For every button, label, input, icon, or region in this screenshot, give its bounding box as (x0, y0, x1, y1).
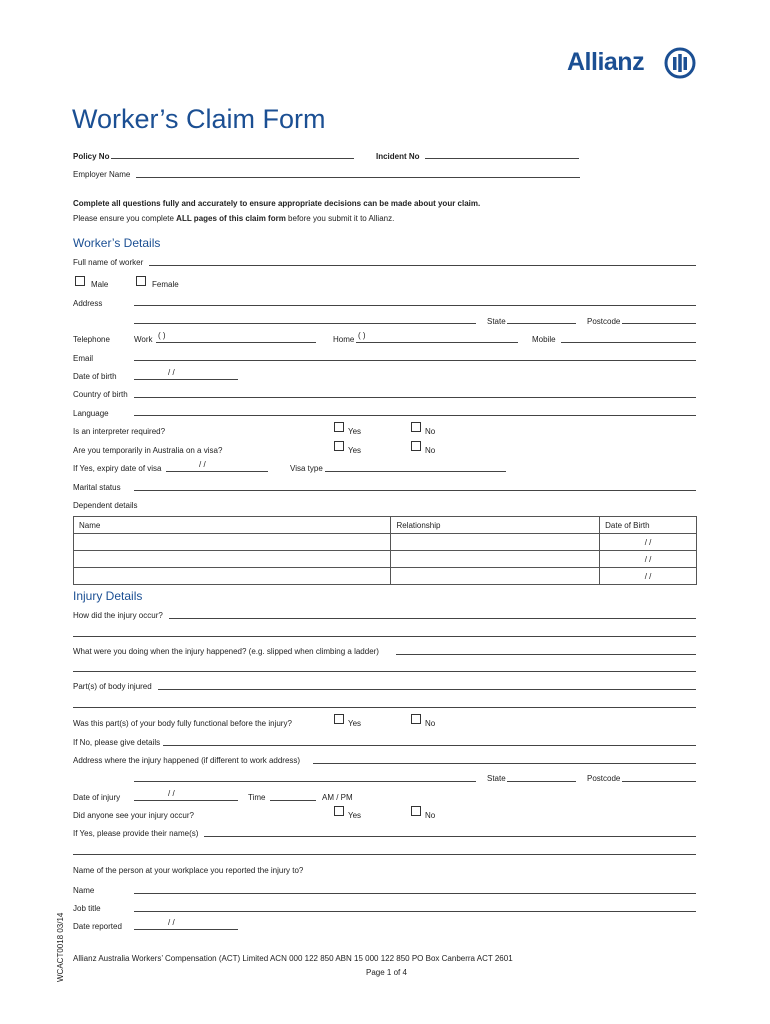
home-phone-label: Home (333, 335, 355, 344)
visa-no-label: No (425, 446, 436, 455)
full-name-label: Full name of worker (73, 258, 144, 267)
visa-type-field[interactable] (325, 471, 506, 472)
injury-address-field-2[interactable] (134, 781, 476, 782)
column-header-dob: Date of Birth (600, 517, 697, 534)
witness-names-field[interactable] (204, 836, 696, 837)
functional-no-checkbox[interactable] (411, 714, 421, 724)
visa-yes-label: Yes (348, 446, 362, 455)
dependent-relationship-cell[interactable] (391, 534, 600, 551)
date-of-injury-slashes: / / (168, 789, 175, 798)
dependent-relationship-cell[interactable] (391, 551, 600, 568)
injury-state-field[interactable] (507, 781, 576, 782)
visa-expiry-label: If Yes, expiry date of visa (73, 464, 162, 473)
address-line2-field[interactable] (134, 323, 476, 324)
witness-names-label: If Yes, please provide their name(s) (73, 829, 199, 838)
address-line1-field[interactable] (134, 305, 696, 306)
dob-field[interactable] (134, 379, 238, 380)
country-of-birth-label: Country of birth (73, 390, 128, 399)
job-title-field[interactable] (134, 911, 696, 912)
home-area-code: ( ) (358, 331, 366, 340)
dob-label: Date of birth (73, 372, 117, 381)
dependents-table (73, 516, 697, 585)
injury-postcode-field[interactable] (622, 781, 696, 782)
date-reported-field[interactable] (134, 929, 238, 930)
visa-expiry-field[interactable] (166, 471, 268, 472)
injury-address-label: Address where the injury happened (if different to work address) (73, 756, 301, 765)
visa-yes-checkbox[interactable] (334, 441, 344, 451)
allianz-eagle-logo-icon (664, 47, 696, 79)
table-header-row (74, 517, 697, 534)
reported-name-field[interactable] (134, 893, 696, 894)
injury-state-label: State (487, 774, 506, 783)
witness-no-label: No (425, 811, 436, 820)
interpreter-yes-label: Yes (348, 427, 362, 436)
interpreter-no-checkbox[interactable] (411, 422, 421, 432)
doing-label: What were you doing when the injury happened? (e.g. slipped when climbing a ladder) (73, 647, 379, 656)
time-field[interactable] (270, 800, 316, 801)
reported-to-question: Name of the person at your workplace you reported the injury to? (73, 866, 304, 875)
dependent-dob-cell[interactable]: / / (600, 568, 697, 585)
marital-status-field[interactable] (134, 490, 696, 491)
interpreter-no-label: No (425, 427, 436, 436)
how-injury-field[interactable] (169, 618, 696, 619)
dependent-details-label: Dependent details (73, 501, 138, 510)
interpreter-yes-checkbox[interactable] (334, 422, 344, 432)
functional-yes-checkbox[interactable] (334, 714, 344, 724)
if-no-details-label: If No, please give details (73, 738, 161, 747)
female-checkbox[interactable] (136, 276, 146, 286)
date-reported-label: Date reported (73, 922, 122, 931)
how-injury-field-2[interactable] (73, 636, 696, 637)
how-injury-label: How did the injury occur? (73, 611, 163, 620)
allianz-logo-text: Allianz (567, 48, 645, 76)
injury-postcode-label: Postcode (587, 774, 621, 783)
state-label: State (487, 317, 506, 326)
state-field[interactable] (507, 323, 576, 324)
witness-yes-checkbox[interactable] (334, 806, 344, 816)
column-header-name: Name (74, 517, 391, 534)
instructions-line1: Complete all questions fully and accurately to ensure appropriate decisions can be made about your claim. (73, 199, 481, 208)
dependent-relationship-cell[interactable] (391, 568, 600, 585)
policy-no-field[interactable] (111, 158, 354, 159)
work-area-code: ( ) (158, 331, 166, 340)
interpreter-question: Is an interpreter required? (73, 427, 166, 436)
workers-details-heading: Worker’s Details (73, 236, 161, 250)
date-reported-slashes: / / (168, 918, 175, 927)
visa-question: Are you temporarily in Australia on a visa? (73, 446, 223, 455)
dependent-name-cell[interactable] (74, 534, 391, 551)
injury-details-heading: Injury Details (73, 589, 143, 603)
postcode-label: Postcode (587, 317, 621, 326)
date-of-injury-field[interactable] (134, 800, 238, 801)
functional-question: Was this part(s) of your body fully functional before the injury? (73, 719, 292, 728)
dependent-dob-cell[interactable]: / / (600, 551, 697, 568)
male-label: Male (91, 280, 109, 289)
form-code: WCACT0018 03/14 (56, 912, 65, 982)
policy-no-label: Policy No (73, 152, 110, 161)
job-title-label: Job title (73, 904, 101, 913)
work-phone-field[interactable] (156, 342, 316, 343)
address-label: Address (73, 299, 103, 308)
dob-slashes: / / (168, 368, 175, 377)
witness-yes-label: Yes (348, 811, 362, 820)
doing-field[interactable] (396, 654, 696, 655)
country-of-birth-field[interactable] (134, 397, 696, 398)
table-row[interactable] (74, 551, 697, 568)
female-label: Female (152, 280, 179, 289)
date-of-injury-label: Date of injury (73, 793, 121, 802)
male-checkbox[interactable] (75, 276, 85, 286)
dependent-name-cell[interactable] (74, 568, 391, 585)
reported-name-label: Name (73, 886, 95, 895)
body-parts-label: Part(s) of body injured (73, 682, 152, 691)
instructions-line2: Please ensure you complete ALL pages of this claim form before you submit it to Allianz. (73, 214, 395, 223)
dependent-dob-cell[interactable]: / / (600, 534, 697, 551)
visa-no-checkbox[interactable] (411, 441, 421, 451)
functional-no-label: No (425, 719, 436, 728)
telephone-label: Telephone (73, 335, 110, 344)
incident-no-field[interactable] (425, 158, 579, 159)
employer-name-label: Employer Name (73, 170, 131, 179)
functional-yes-label: Yes (348, 719, 362, 728)
postcode-field[interactable] (622, 323, 696, 324)
doing-field-2[interactable] (73, 671, 696, 672)
visa-type-label: Visa type (290, 464, 323, 473)
marital-status-label: Marital status (73, 483, 121, 492)
anyone-see-question: Did anyone see your injury occur? (73, 811, 194, 820)
page-number: Page 1 of 4 (366, 968, 407, 977)
page-title: Worker’s Claim Form (72, 104, 326, 134)
body-parts-field-2[interactable] (73, 707, 696, 708)
table-row[interactable] (74, 534, 697, 551)
witness-names-field-2[interactable] (73, 854, 696, 855)
language-label: Language (73, 409, 109, 418)
witness-no-checkbox[interactable] (411, 806, 421, 816)
work-phone-label: Work (134, 335, 153, 344)
mobile-field[interactable] (561, 342, 696, 343)
footer-company: Allianz Australia Workers’ Compensation (ACT) Limited ACN 000 122 850 ABN 15 000 122 850 PO Box Canberra ACT 2601 (73, 954, 513, 963)
column-header-relationship: Relationship (391, 517, 600, 534)
email-field[interactable] (134, 360, 696, 361)
dependent-name-cell[interactable] (74, 551, 391, 568)
email-label: Email (73, 354, 94, 363)
injury-address-field[interactable] (313, 763, 696, 764)
body-parts-field[interactable] (158, 689, 696, 690)
am-pm-label: AM / PM (322, 793, 353, 802)
if-no-details-field[interactable] (163, 745, 696, 746)
time-label: Time (248, 793, 266, 802)
incident-no-label: Incident No (376, 152, 420, 161)
full-name-field[interactable] (149, 265, 696, 266)
employer-name-field[interactable] (136, 177, 580, 178)
visa-expiry-slashes: / / (199, 460, 206, 469)
home-phone-field[interactable] (356, 342, 518, 343)
table-row[interactable] (74, 568, 697, 585)
mobile-label: Mobile (532, 335, 556, 344)
language-field[interactable] (134, 415, 696, 416)
